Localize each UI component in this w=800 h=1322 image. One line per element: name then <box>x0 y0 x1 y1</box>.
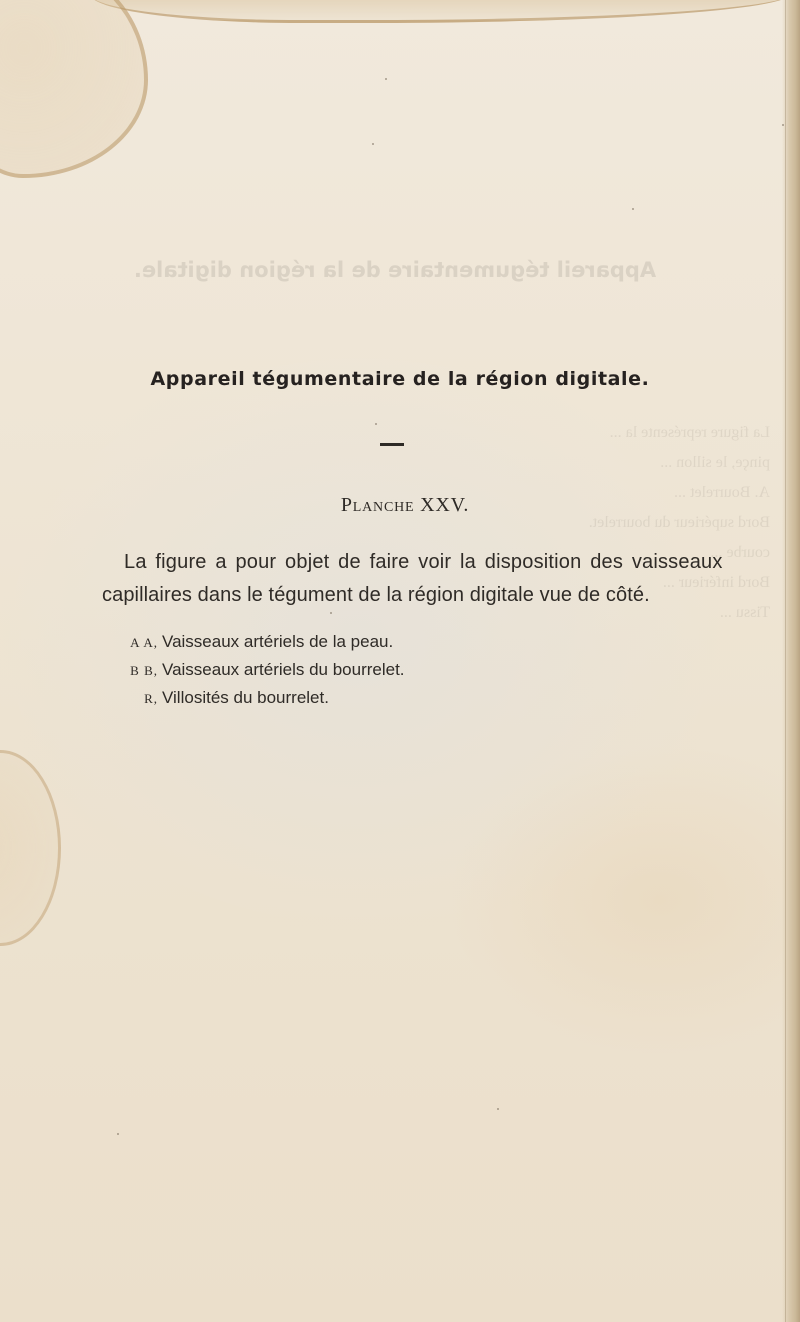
water-stain-corner <box>0 0 148 178</box>
water-stain-top <box>90 0 790 23</box>
legend-text: Villosités du bourrelet. <box>162 688 329 707</box>
bleed-line: La figure représente la ... <box>609 424 770 441</box>
legend-key: A A, <box>130 635 158 650</box>
legend-key: R, <box>144 691 158 706</box>
paper-speck <box>497 1108 499 1110</box>
bleed-line: pinçe, le sillon ... <box>660 454 770 471</box>
page-edge-line <box>785 0 786 1322</box>
title-rule <box>380 443 404 446</box>
paper-speck <box>330 612 332 614</box>
paper-speck <box>385 78 387 80</box>
description-line-1: La figure a pour objet de faire voir la disposition des vaisseaux <box>124 551 723 573</box>
legend-item <box>118 684 518 712</box>
paper-speck <box>632 208 634 210</box>
paper-speck <box>372 143 374 145</box>
bleed-line: Tissu ... <box>719 604 770 621</box>
bleed-line: courbe ... <box>710 544 770 561</box>
legend-item <box>118 656 518 684</box>
paper-speck <box>117 1133 119 1135</box>
bleed-line: Bord supérieur du bourrelet. <box>588 514 770 531</box>
water-stain-left <box>0 750 61 946</box>
legend-text: Vaisseaux artériels du bourrelet. <box>162 660 405 679</box>
paper-speck <box>375 423 377 425</box>
plate-label: Planche XXV. <box>340 494 470 516</box>
description-line-2: capillaires dans le tégument de la région digitale vue de côté. <box>102 584 650 606</box>
page-title: Appareil tégumentaire de la région digitale. <box>150 368 650 390</box>
bleed-line: Bord inférieur ... <box>662 574 770 591</box>
figure-legend <box>118 628 518 712</box>
legend-key: B B, <box>130 663 158 678</box>
legend-text: Vaisseaux artériels de la peau. <box>162 632 394 651</box>
legend-item <box>118 628 518 656</box>
paper-speck <box>782 124 784 126</box>
bleed-through-title: Appareil tégumentaire de la région digitale. <box>133 258 657 282</box>
bleed-line: A. Bourrelet ... <box>674 484 770 501</box>
